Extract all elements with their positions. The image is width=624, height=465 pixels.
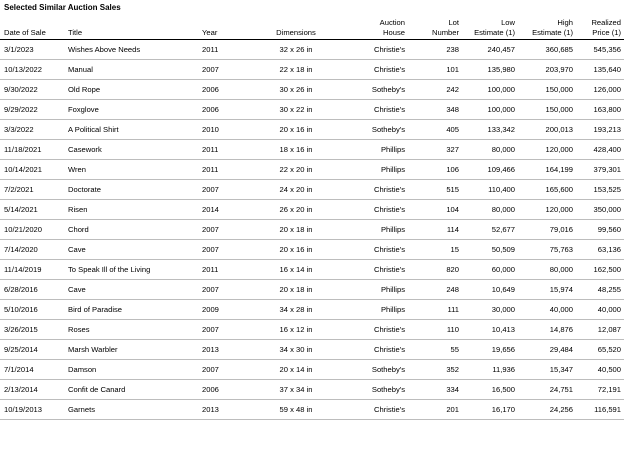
title-cell: Wishes Above Needs [64,40,198,60]
date-of-sale-cell: 7/14/2020 [0,240,64,260]
date-of-sale-cell: 9/30/2022 [0,80,64,100]
realized-price-cell: 99,560 [576,220,624,240]
dimensions-cell: 20 x 14 in [252,360,340,380]
realized-price-cell: 65,520 [576,340,624,360]
table-row [0,220,624,240]
lot-number-cell: 104 [408,200,462,220]
header-label-line: Dimensions [276,28,316,37]
low-estimate-cell: 52,677 [462,220,518,240]
lot-number-cell: 101 [408,60,462,80]
realized-price-cell: 126,000 [576,80,624,100]
high-estimate-cell: 120,000 [518,140,576,160]
low-estimate-cell: 240,457 [462,40,518,60]
date-of-sale-cell: 2/13/2014 [0,380,64,400]
year-cell: 2007 [198,360,252,380]
auction-house-cell: Sotheby's [340,380,408,400]
low-estimate-cell: 16,500 [462,380,518,400]
date-of-sale-cell: 10/14/2021 [0,160,64,180]
lot-number-cell: 238 [408,40,462,60]
low-estimate-cell: 80,000 [462,200,518,220]
header-date-of-sale [0,14,64,40]
dimensions-cell: 20 x 16 in [252,240,340,260]
year-cell: 2013 [198,340,252,360]
lot-number-cell: 515 [408,180,462,200]
title-cell: Doctorate [64,180,198,200]
auction-sales-table [0,14,624,420]
auction-house-cell: Christie's [340,40,408,60]
header-label-line: Number [431,28,459,37]
date-of-sale-cell: 11/14/2019 [0,260,64,280]
year-cell: 2013 [198,400,252,420]
header-row [0,14,624,40]
realized-price-cell: 163,800 [576,100,624,120]
high-estimate-cell: 120,000 [518,200,576,220]
header-realized-price [576,14,624,40]
low-estimate-cell: 50,509 [462,240,518,260]
year-cell: 2011 [198,140,252,160]
high-estimate-cell: 150,000 [518,80,576,100]
title-cell: Cave [64,280,198,300]
low-estimate-cell: 19,656 [462,340,518,360]
table-row [0,240,624,260]
realized-price-cell: 12,087 [576,320,624,340]
header-title [64,14,198,40]
auction-house-cell: Christie's [340,60,408,80]
dimensions-cell: 16 x 12 in [252,320,340,340]
year-cell: 2009 [198,300,252,320]
realized-price-cell: 116,591 [576,400,624,420]
title-cell: Foxglove [64,100,198,120]
realized-price-cell: 40,500 [576,360,624,380]
low-estimate-cell: 135,980 [462,60,518,80]
table-row [0,360,624,380]
year-cell: 2010 [198,120,252,140]
low-estimate-cell: 60,000 [462,260,518,280]
title-cell: Chord [64,220,198,240]
low-estimate-cell: 100,000 [462,80,518,100]
date-of-sale-cell: 3/26/2015 [0,320,64,340]
dimensions-cell: 20 x 16 in [252,120,340,140]
realized-price-cell: 193,213 [576,120,624,140]
dimensions-cell: 32 x 26 in [252,40,340,60]
auction-house-cell: Phillips [340,220,408,240]
year-cell: 2006 [198,100,252,120]
realized-price-cell: 428,400 [576,140,624,160]
high-estimate-cell: 75,763 [518,240,576,260]
realized-price-cell: 379,301 [576,160,624,180]
date-of-sale-cell: 10/21/2020 [0,220,64,240]
low-estimate-cell: 10,413 [462,320,518,340]
title-cell: A Political Shirt [64,120,198,140]
high-estimate-cell: 165,600 [518,180,576,200]
header-dimensions [252,14,340,40]
low-estimate-cell: 100,000 [462,100,518,120]
realized-price-cell: 63,136 [576,240,624,260]
date-of-sale-cell: 10/19/2013 [0,400,64,420]
dimensions-cell: 22 x 18 in [252,60,340,80]
dimensions-cell: 26 x 20 in [252,200,340,220]
lot-number-cell: 820 [408,260,462,280]
lot-number-cell: 348 [408,100,462,120]
low-estimate-cell: 80,000 [462,140,518,160]
year-cell: 2007 [198,180,252,200]
dimensions-cell: 22 x 20 in [252,160,340,180]
header-label-line: Year [202,28,218,37]
low-estimate-cell: 109,466 [462,160,518,180]
header-label-line: Estimate (1) [532,28,573,37]
high-estimate-cell: 15,347 [518,360,576,380]
lot-number-cell: 327 [408,140,462,160]
title-cell: Risen [64,200,198,220]
table-row [0,300,624,320]
date-of-sale-cell: 5/10/2016 [0,300,64,320]
title-cell: Marsh Warbler [64,340,198,360]
table-row [0,140,624,160]
date-of-sale-cell: 9/25/2014 [0,340,64,360]
title-cell: Damson [64,360,198,380]
date-of-sale-cell: 11/18/2021 [0,140,64,160]
dimensions-cell: 37 x 34 in [252,380,340,400]
auction-house-cell: Christie's [340,400,408,420]
year-cell: 2007 [198,280,252,300]
table-row [0,200,624,220]
lot-number-cell: 55 [408,340,462,360]
date-of-sale-cell: 9/29/2022 [0,100,64,120]
table-row [0,260,624,280]
date-of-sale-cell: 5/14/2021 [0,200,64,220]
table-row [0,120,624,140]
dimensions-cell: 18 x 16 in [252,140,340,160]
table-row [0,160,624,180]
dimensions-cell: 20 x 18 in [252,280,340,300]
dimensions-cell: 34 x 30 in [252,340,340,360]
header-label-line: Estimate (1) [474,28,515,37]
lot-number-cell: 405 [408,120,462,140]
table-row [0,340,624,360]
auction-house-cell: Sotheby's [340,80,408,100]
header-label-line: Auction [379,18,405,27]
year-cell: 2006 [198,380,252,400]
header-label-line: Title [68,28,83,37]
year-cell: 2014 [198,200,252,220]
table-row [0,100,624,120]
dimensions-cell: 20 x 18 in [252,220,340,240]
dimensions-cell: 59 x 48 in [252,400,340,420]
dimensions-cell: 30 x 22 in [252,100,340,120]
lot-number-cell: 106 [408,160,462,180]
high-estimate-cell: 360,685 [518,40,576,60]
realized-price-cell: 40,000 [576,300,624,320]
low-estimate-cell: 16,170 [462,400,518,420]
auction-house-cell: Phillips [340,300,408,320]
table-row [0,80,624,100]
high-estimate-cell: 40,000 [518,300,576,320]
dimensions-cell: 30 x 26 in [252,80,340,100]
year-cell: 2011 [198,160,252,180]
low-estimate-cell: 11,936 [462,360,518,380]
table-row [0,40,624,60]
header-auction-house [340,14,408,40]
lot-number-cell: 352 [408,360,462,380]
high-estimate-cell: 150,000 [518,100,576,120]
high-estimate-cell: 15,974 [518,280,576,300]
header-lot-number [408,14,462,40]
low-estimate-cell: 133,342 [462,120,518,140]
auction-house-cell: Christie's [340,340,408,360]
auction-house-cell: Phillips [340,140,408,160]
high-estimate-cell: 79,016 [518,220,576,240]
date-of-sale-cell: 6/28/2016 [0,280,64,300]
date-of-sale-cell: 3/3/2022 [0,120,64,140]
realized-price-cell: 545,356 [576,40,624,60]
high-estimate-cell: 29,484 [518,340,576,360]
auction-house-cell: Sotheby's [340,120,408,140]
year-cell: 2007 [198,60,252,80]
lot-number-cell: 111 [408,300,462,320]
header-low-estimate [462,14,518,40]
lot-number-cell: 110 [408,320,462,340]
date-of-sale-cell: 7/1/2014 [0,360,64,380]
title-cell: Old Rope [64,80,198,100]
realized-price-cell: 162,500 [576,260,624,280]
table-body [0,40,624,420]
high-estimate-cell: 24,751 [518,380,576,400]
table-row [0,320,624,340]
dimensions-cell: 34 x 28 in [252,300,340,320]
header-label-line: Lot [448,18,459,27]
realized-price-cell: 153,525 [576,180,624,200]
auction-house-cell: Christie's [340,180,408,200]
dimensions-cell: 24 x 20 in [252,180,340,200]
title-cell: Wren [64,160,198,180]
realized-price-cell: 48,255 [576,280,624,300]
title-cell: Confit de Canard [64,380,198,400]
year-cell: 2007 [198,220,252,240]
realized-price-cell: 350,000 [576,200,624,220]
year-cell: 2007 [198,240,252,260]
low-estimate-cell: 110,400 [462,180,518,200]
low-estimate-cell: 10,649 [462,280,518,300]
low-estimate-cell: 30,000 [462,300,518,320]
year-cell: 2007 [198,320,252,340]
year-cell: 2006 [198,80,252,100]
header-label-line: Price (1) [592,28,621,37]
header-label-line: High [557,18,573,27]
lot-number-cell: 201 [408,400,462,420]
title-cell: To Speak Ill of the Living [64,260,198,280]
auction-house-cell: Christie's [340,260,408,280]
title-cell: Manual [64,60,198,80]
table-row [0,400,624,420]
header-year [198,14,252,40]
auction-house-cell: Christie's [340,200,408,220]
dimensions-cell: 16 x 14 in [252,260,340,280]
year-cell: 2011 [198,40,252,60]
header-label-line: Low [501,18,515,27]
realized-price-cell: 72,191 [576,380,624,400]
header-high-estimate [518,14,576,40]
title-cell: Casework [64,140,198,160]
header-label-line: Date of Sale [4,28,46,37]
date-of-sale-cell: 7/2/2021 [0,180,64,200]
table-row [0,60,624,80]
lot-number-cell: 334 [408,380,462,400]
high-estimate-cell: 200,013 [518,120,576,140]
high-estimate-cell: 80,000 [518,260,576,280]
auction-house-cell: Christie's [340,240,408,260]
title-cell: Garnets [64,400,198,420]
date-of-sale-cell: 10/13/2022 [0,60,64,80]
auction-house-cell: Phillips [340,280,408,300]
table-row [0,180,624,200]
lot-number-cell: 15 [408,240,462,260]
table-row [0,280,624,300]
header-label-line: House [383,28,405,37]
realized-price-cell: 135,640 [576,60,624,80]
year-cell: 2011 [198,260,252,280]
title-cell: Roses [64,320,198,340]
date-of-sale-cell: 3/1/2023 [0,40,64,60]
lot-number-cell: 114 [408,220,462,240]
auction-house-cell: Phillips [340,160,408,180]
header-label-line: Realized [591,18,621,27]
high-estimate-cell: 14,876 [518,320,576,340]
lot-number-cell: 242 [408,80,462,100]
lot-number-cell: 248 [408,280,462,300]
table-caption: Selected Similar Auction Sales [4,3,121,12]
table-row [0,380,624,400]
auction-house-cell: Christie's [340,100,408,120]
high-estimate-cell: 203,970 [518,60,576,80]
title-cell: Cave [64,240,198,260]
auction-house-cell: Sotheby's [340,360,408,380]
high-estimate-cell: 24,256 [518,400,576,420]
title-cell: Bird of Paradise [64,300,198,320]
high-estimate-cell: 164,199 [518,160,576,180]
auction-house-cell: Christie's [340,320,408,340]
